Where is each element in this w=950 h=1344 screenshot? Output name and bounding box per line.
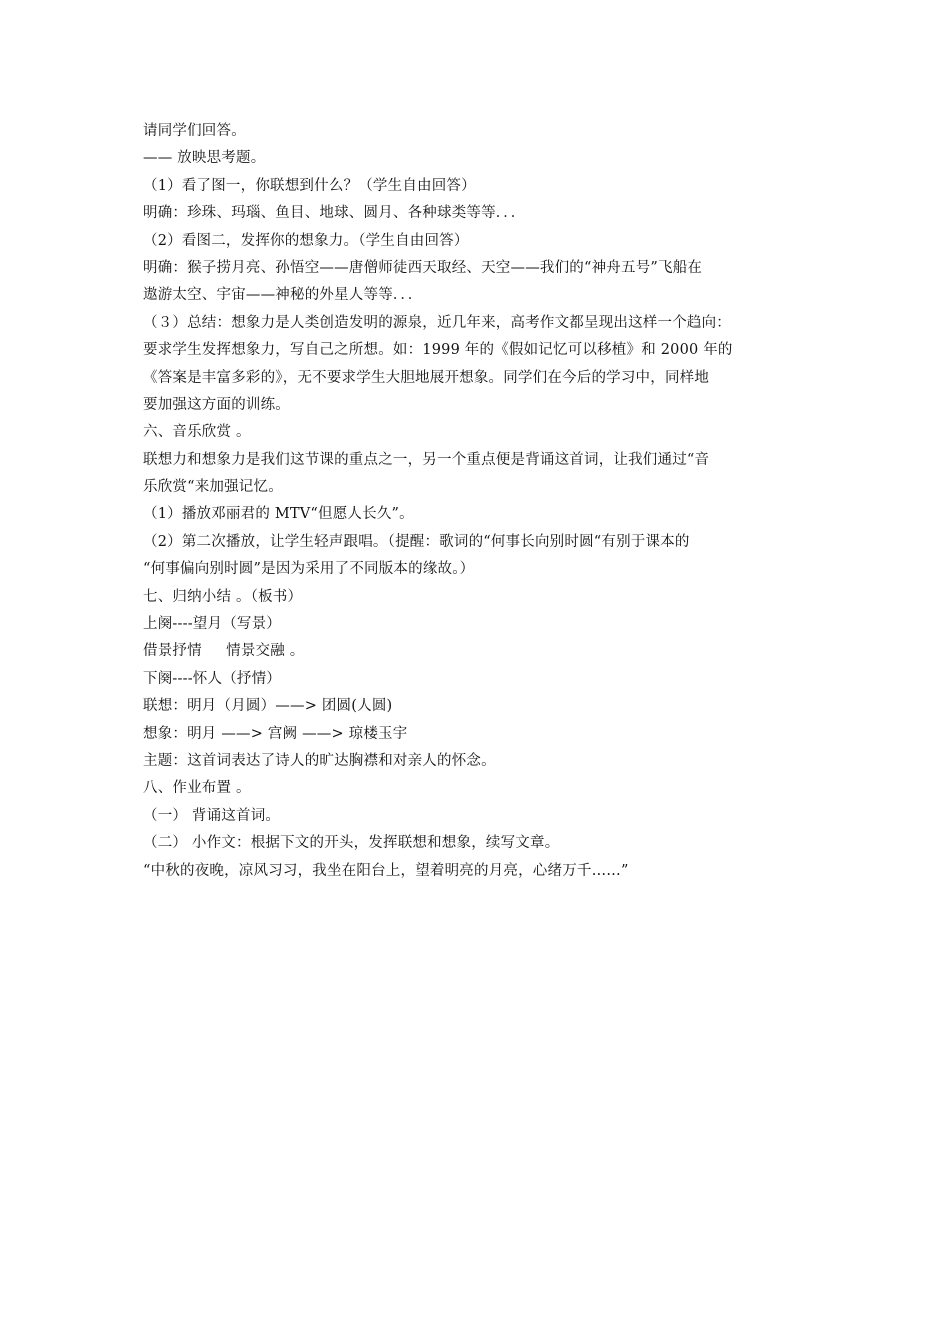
text-line: 请同学们回答。 bbox=[143, 123, 246, 139]
text-line: （2）第二次播放，让学生轻声跟唱。（提醒：歌词的“何事长向别时圆“有别于课本的 bbox=[143, 533, 690, 550]
text-line: 联想：明月（月圆）——> 团圆(人圆) bbox=[143, 698, 393, 715]
text-line: 下阕----怀人（抒情） bbox=[143, 670, 281, 687]
text-line: 要加强这方面的训练。 bbox=[143, 396, 290, 413]
text-line: 《答案是丰富多彩的》，无不要求学生大胆地展开想象。同学们在今后的学习中，同样地 bbox=[143, 369, 710, 386]
text-line: 明确：珍珠、玛瑙、鱼目、地球、圆月、各种球类等等．．． bbox=[143, 205, 526, 222]
text-line: （1）看了图一，你联想到什么？（学生自由回答） bbox=[143, 177, 476, 194]
text-line: 借景抒情 情景交融 。 bbox=[143, 643, 305, 660]
text-line: （2）看图二，发挥你的想象力。（学生自由回答） bbox=[143, 232, 469, 249]
section-heading: 八、作业布置 。 bbox=[143, 780, 251, 797]
text-line: （1）播放邓丽君的 MTV“但愿人长久”。 bbox=[143, 506, 414, 523]
section-heading: 七、归纳小结 。（板书） bbox=[143, 588, 303, 605]
text-line: 上阕----望月（写景） bbox=[143, 616, 281, 633]
text-line: 要求学生发挥想象力，写自己之所想。如：1999 年的《假如记忆可以移植》和 2000 年的 bbox=[143, 342, 733, 359]
text-line: 联想力和想象力是我们这节课的重点之一，另一个重点便是背诵这首词，让我们通过“音 bbox=[143, 451, 710, 468]
document-body bbox=[143, 118, 823, 885]
text-line: —— 放映思考题。 bbox=[143, 150, 266, 167]
text-line: （３）总结：想象力是人类创造发明的源泉，近几年来，高考作文都呈现出这样一个趋向： bbox=[143, 314, 731, 331]
text-line: （二） 小作文：根据下文的开头，发挥联想和想象，续写文章。 bbox=[143, 835, 560, 852]
section-heading: 六、音乐欣赏 。 bbox=[143, 424, 251, 441]
text-line: “何事偏向别时圆”是因为采用了不同版本的缘故。） bbox=[143, 561, 475, 578]
text-line: 遨游太空、宇宙——神秘的外星人等等．．． bbox=[143, 287, 423, 304]
text-line: 明确：猴子捞月亮、孙悟空——唐僧师徒西天取经、天空——我们的“神舟五号”飞船在 bbox=[143, 259, 703, 276]
text-line: 想象：明月 ——> 宫阙 ——> 琼楼玉宇 bbox=[143, 725, 408, 742]
text-line: “中秋的夜晚，凉风习习，我坐在阳台上，望着明亮的月亮，心绪万千……” bbox=[143, 862, 629, 879]
text-line: 乐欣赏“来加强记忆。 bbox=[143, 479, 283, 496]
text-line: 主题：这首词表达了诗人的旷达胸襟和对亲人的怀念。 bbox=[143, 752, 496, 769]
text-line: （一） 背诵这首词。 bbox=[143, 807, 281, 824]
